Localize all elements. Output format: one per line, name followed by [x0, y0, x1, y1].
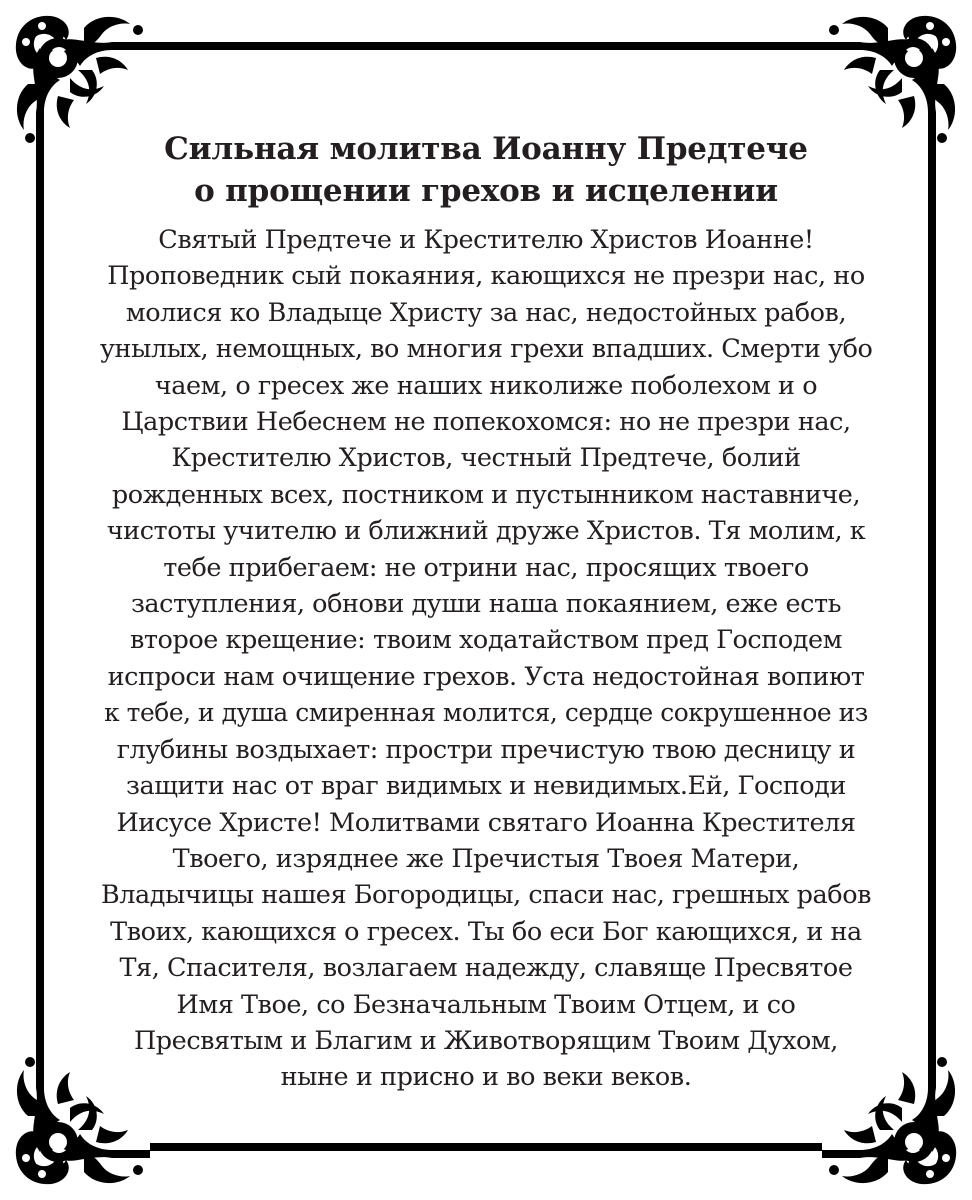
- prayer-line: Твоих, кающихся о гресех. Ты бо еси Бог кающихся, и на: [110, 916, 862, 947]
- prayer-line: Крестителю Христов, честный Предтече, болий: [171, 443, 801, 474]
- prayer-line: Твоего, изряднее же Пречистыя Твоея Матери,: [172, 843, 800, 874]
- prayer-line: защити нас от враг видимых и невидимых.Ей, Господи: [126, 771, 846, 802]
- prayer-content: [100, 128, 872, 1096]
- prayer-title: [100, 128, 872, 212]
- frame-right-border: [928, 140, 936, 1060]
- frame-top-border: [150, 42, 822, 50]
- prayer-line: чистоты учителю и ближний друже Христов. Тя молим, к: [106, 516, 866, 547]
- prayer-line: молися ко Владыце Христу за нас, недостойных рабов,: [125, 297, 847, 328]
- prayer-line: Иисусе Христе! Молитвами святаго Иоанна Крестителя: [116, 807, 856, 838]
- prayer-line: Владычицы нашея Богородицы, спаси нас, грешных рабов: [100, 880, 872, 911]
- title-line: о прощении грехов и исцелении: [194, 173, 778, 209]
- prayer-line: второе крещение: твоим ходатайством пред Господем: [129, 625, 842, 656]
- frame-left-border: [36, 140, 44, 1060]
- title-line: Сильная молитва Иоанну Предтече: [164, 131, 808, 167]
- prayer-line: ныне и присно и во веки веков.: [280, 1062, 692, 1093]
- prayer-line: к тебе, и душа смиренная молится, сердце сокрушенное из: [104, 698, 868, 728]
- prayer-line: Тя, Спасителя, возлагаем надежду, славяще Пресвятое: [119, 953, 853, 984]
- prayer-line: заступления, обнови души наша покаянием, еже есть: [130, 589, 842, 620]
- prayer-line: рожденных всех, постником и пустынником наставниче,: [111, 479, 861, 510]
- prayer-line: унылых, немощных, во многия грехи впадших. Смерти убо: [100, 334, 873, 365]
- prayer-text: [100, 222, 872, 1096]
- prayer-line: Проповедник сый покаяния, кающихся не презри нас, но: [107, 261, 865, 292]
- prayer-line: глубины воздыхает: простри пречистую твою десницу и: [116, 734, 856, 765]
- prayer-line: Имя Твое, со Безначальным Твоим Отцем, и со: [176, 989, 796, 1020]
- prayer-line: тебе прибегаем: не отрини нас, просящих твоего: [163, 552, 809, 583]
- prayer-line: Царствии Небеснем не попекохомся: но не презри нас,: [121, 407, 851, 438]
- frame-bottom-border: [150, 1143, 822, 1151]
- prayer-line: Святый Предтече и Крестителю Христов Иоанне!: [158, 225, 814, 255]
- prayer-line: Пресвятым и Благим и Животворящим Твоим Духом,: [134, 1025, 838, 1056]
- prayer-line: испроси нам очищение грехов. Уста недостойная вопиют: [107, 661, 865, 692]
- prayer-line: чаем, о гресех же наших николиже поболехом и о: [154, 370, 818, 401]
